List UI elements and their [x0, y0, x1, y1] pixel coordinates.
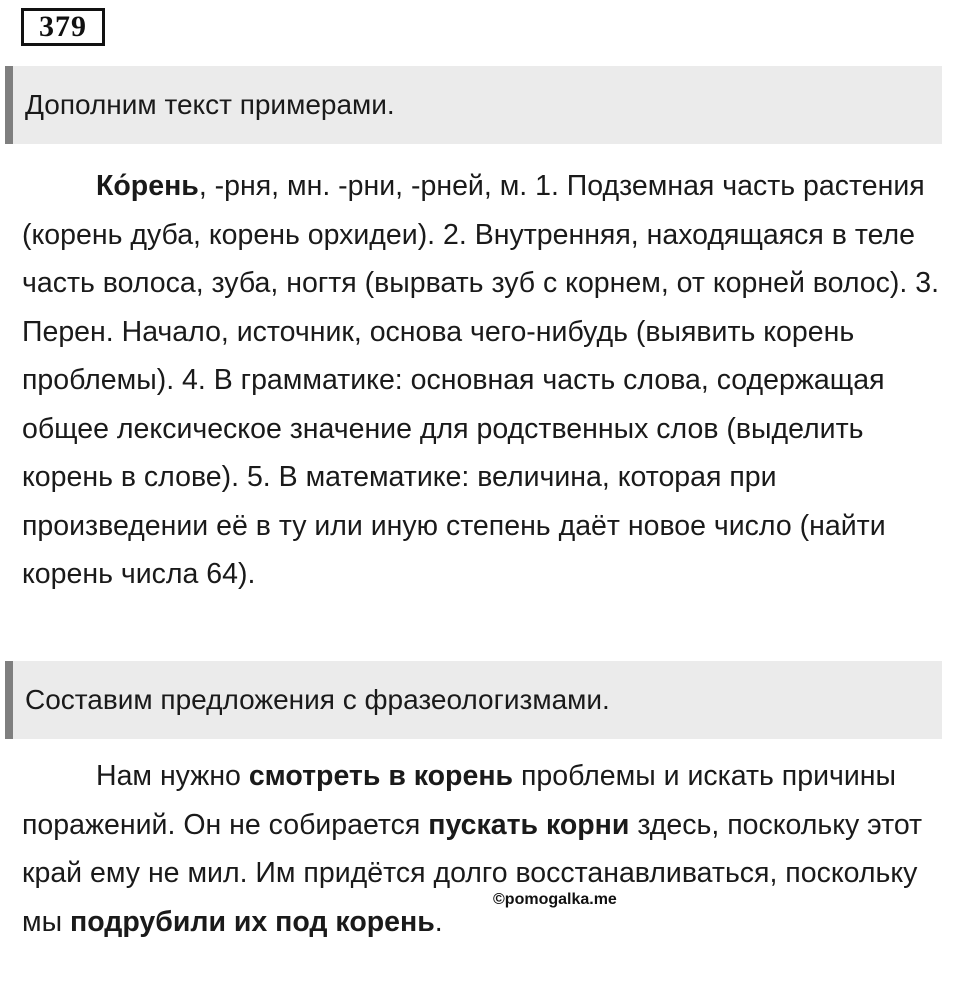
dictionary-entry — [22, 162, 947, 599]
phraseologism-bold: пускать корни — [428, 808, 630, 841]
sentence-text: Нам нужно — [96, 760, 249, 792]
section-heading-examples — [5, 66, 942, 144]
entry-definition: , -рня, мн. -рни, -рней, м. 1. Подземная часть растения (корень дуба, корень орхидеи). 2. Внутренняя, находящаяся в теле часть волоса, зуба, ногтя (вырвать зуб с корнем, от корней волос). 3. Перен. Начало, источник, основа чего-нибудь (выявить корень проблемы). 4. В грамматике: основная часть слова, содержащая общее лексическое значение для родственных слов (выделить корень в слове). 5. В математике: величина, которая при произведении её в ту или иную степень даёт новое число (найти корень числа 64). — [22, 170, 939, 590]
section-heading-text: Дополним текст примерами. — [25, 89, 395, 120]
exercise-number: 379 — [21, 8, 105, 46]
sentence-text: . — [434, 905, 443, 938]
section-heading-text: Составим предложения с фразеологизмами. — [25, 684, 610, 715]
section-heading-phraseologisms — [5, 661, 942, 739]
phraseology-sentences — [22, 752, 947, 946]
phraseologism-bold: смотреть в корень — [248, 760, 514, 792]
sentence-text: здесь, поскольку этот край ему не мил. Им придётся долго восстанавливаться, поскольку мы — [22, 808, 923, 938]
sentence-text: проблемы и искать причины поражений. Он не собирается — [22, 760, 896, 841]
phraseologism-bold: подрубили их под корень — [70, 905, 435, 938]
entry-term: Ко́рень — [96, 170, 199, 202]
watermark: ©pomogalka.me — [493, 891, 617, 908]
